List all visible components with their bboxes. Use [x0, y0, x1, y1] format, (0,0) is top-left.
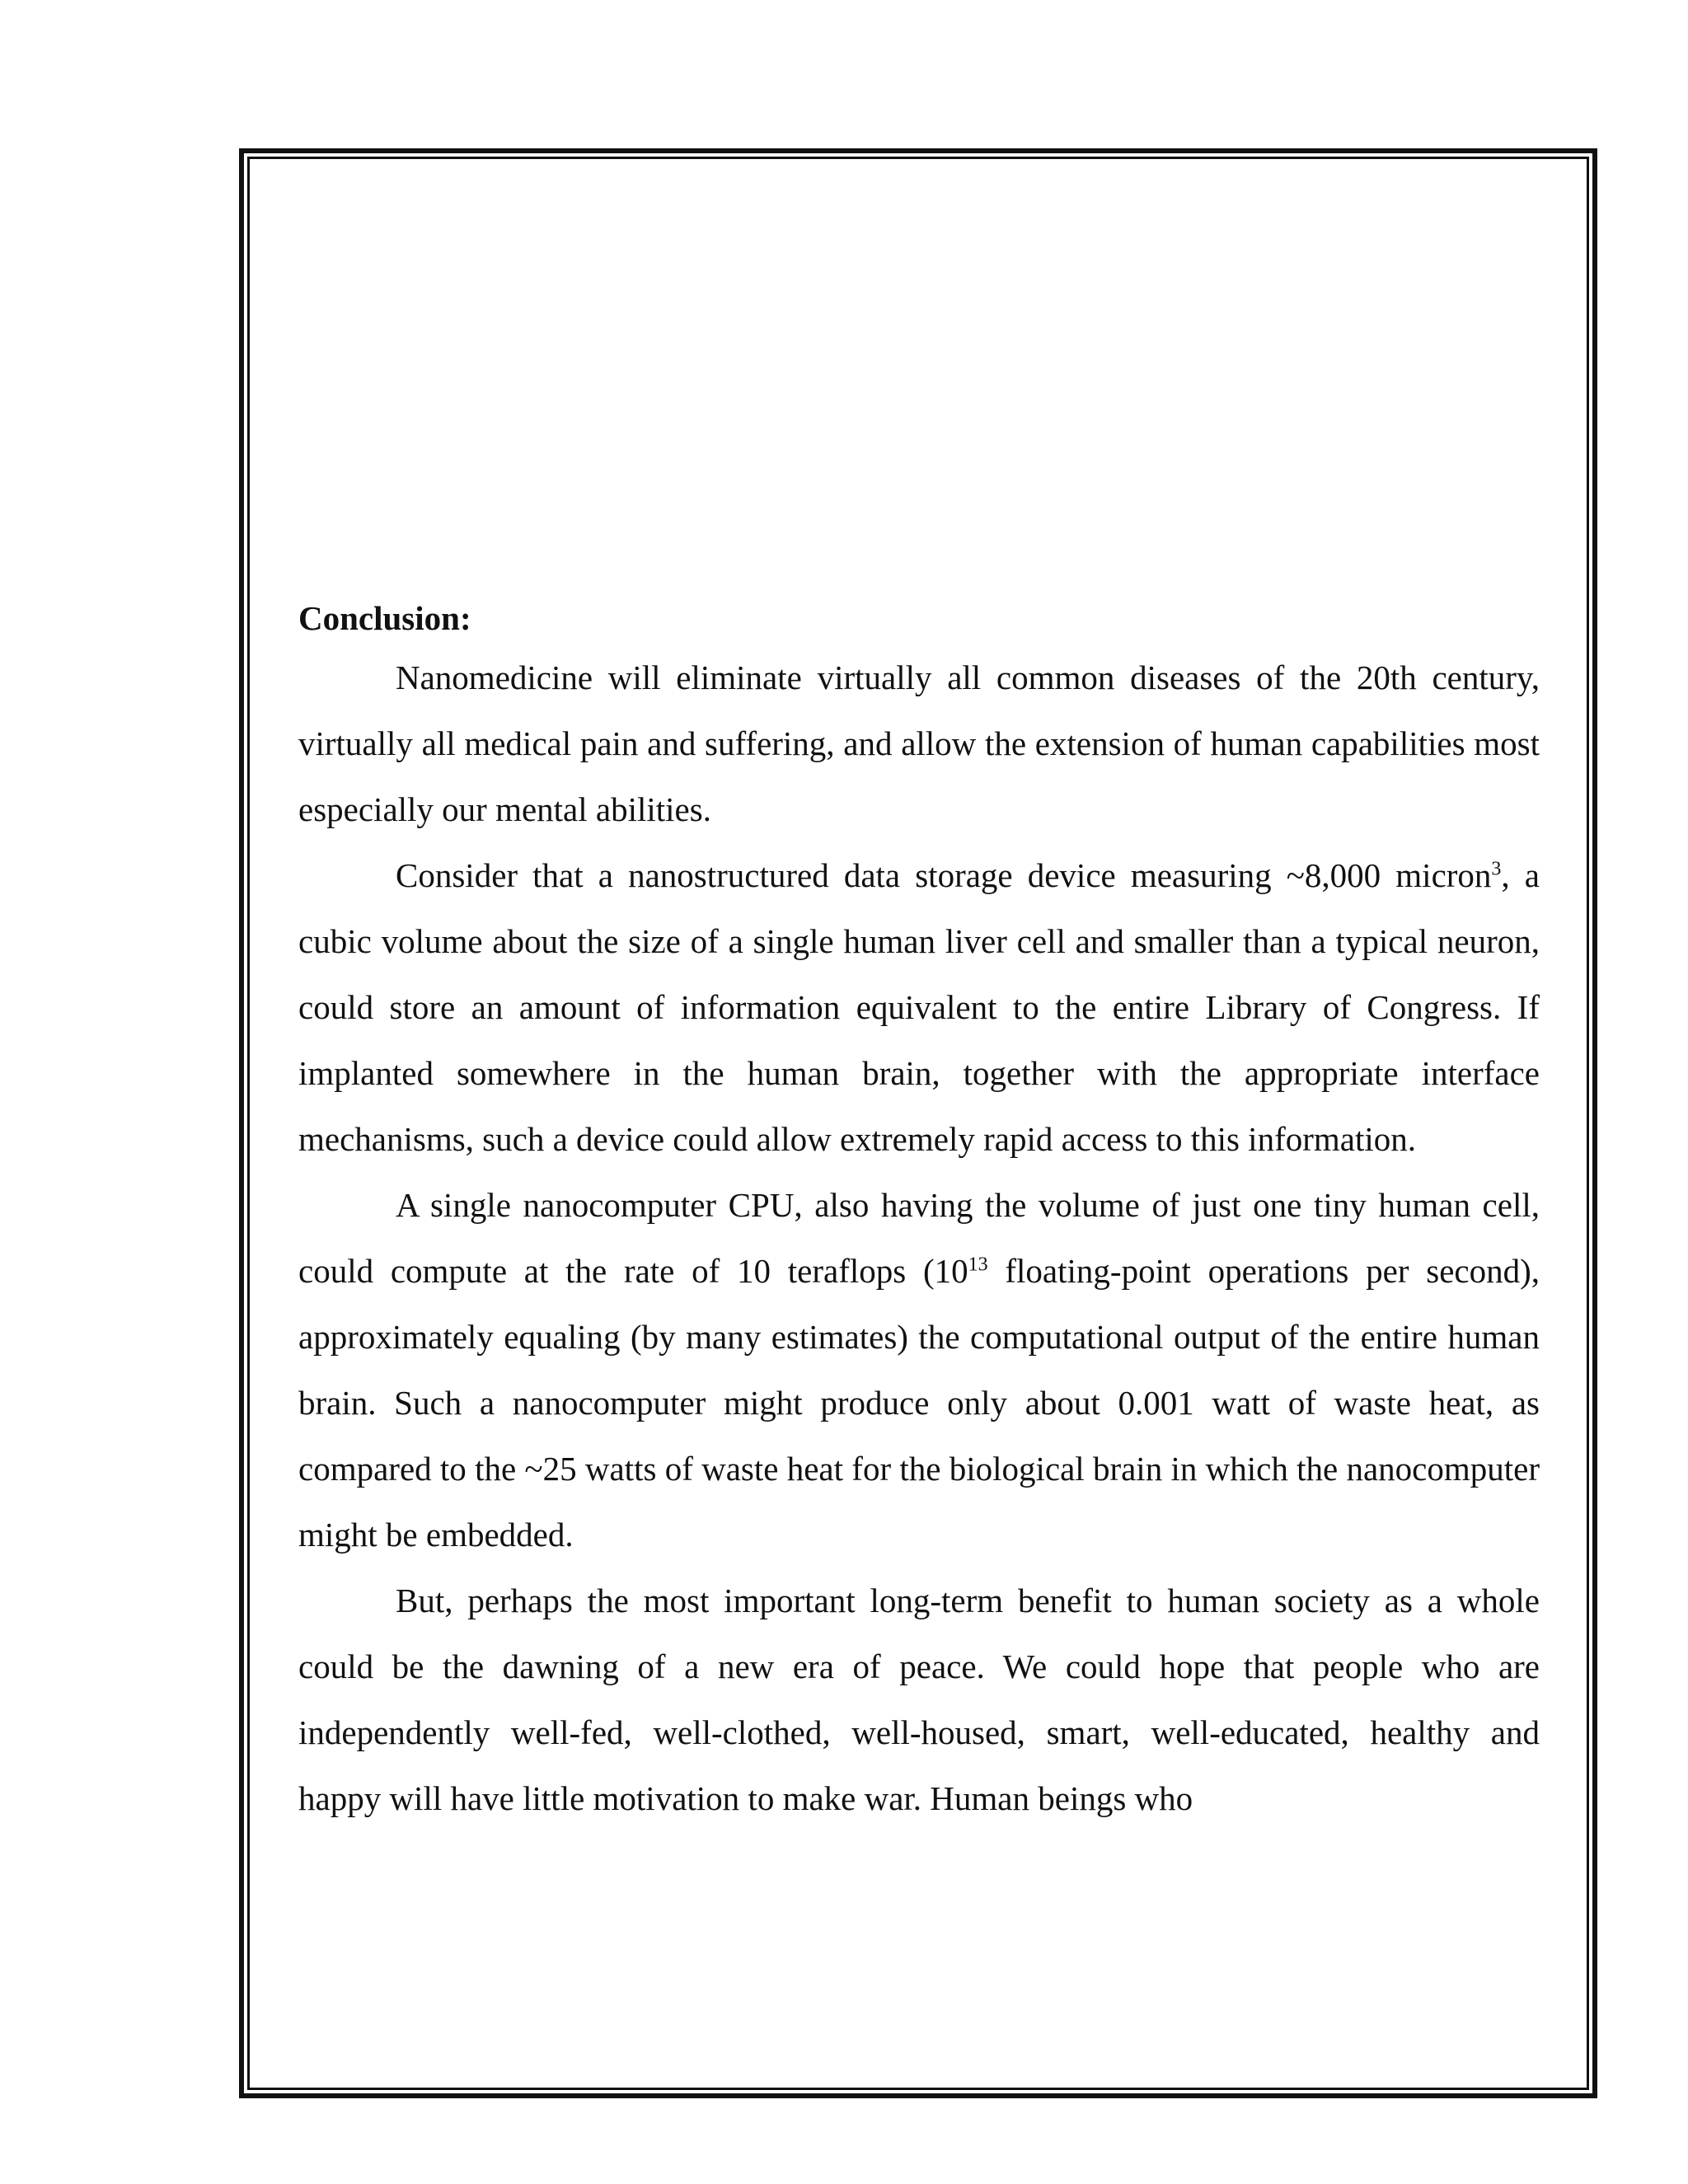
paragraph-3: [298, 1172, 1540, 1568]
paragraph-3-text-a: A single nanocomputer CPU, also having the volume of just one tiny human cell, could compute at the rate of 10 teraflops (10: [298, 1186, 1540, 1290]
paragraph-3-text-b: floating-point operations per second), approximately equaling (by many estimates) the computational output of the entire human brain. Such a nanocomputer might produce only about 0.001 watt of waste heat, as compared to the ~25 watts of waste heat for the biological brain in which the nanocomputer might be embedded.: [298, 1252, 1540, 1554]
superscript-exponent: 13: [968, 1254, 988, 1276]
section-heading: Conclusion:: [298, 599, 471, 637]
paragraph-2: [298, 842, 1540, 1172]
paragraph-4: But, perhaps the most important long-term benefit to human society as a whole could be the dawning of a new era of peace. We could hope that people who are independently well-fed, well-clothed, well-housed, smart, well-educated, healthy and happy will have little motivation to make war. Human beings who: [298, 1582, 1540, 1817]
paragraph-2-text-a: Consider that a nanostructured data storage device measuring ~8,000 micron: [396, 856, 1492, 894]
paragraph-1: Nanomedicine will eliminate virtually all common diseases of the 20th century, virtually all medical pain and suffering, and allow the extension of human capabilities most especially our mental abilities.: [298, 658, 1540, 828]
superscript-cubed: 3: [1491, 858, 1502, 880]
document-body: [298, 592, 1540, 1831]
paragraph-2-text-b: , a cubic volume about the size of a single human liver cell and smaller than a typical neuron, could store an amount of information equivalent to the entire Library of Congress. If implanted somewhere in the human brain, together with the appropriate interface mechanisms, such a device could allow extremely rapid access to this information.: [298, 856, 1540, 1158]
